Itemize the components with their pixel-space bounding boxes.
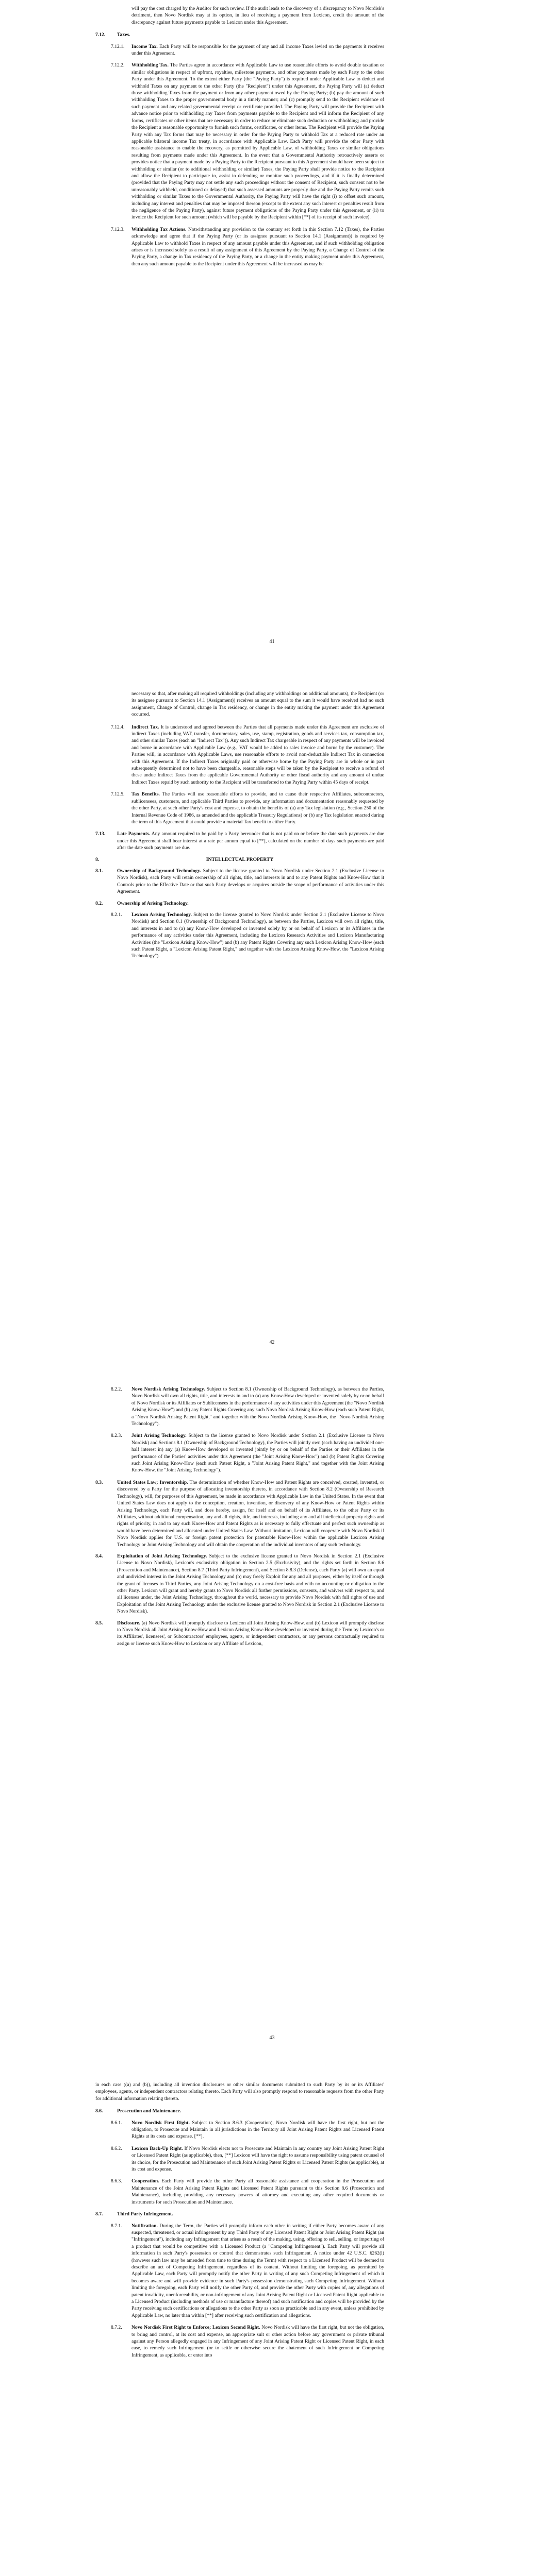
section-text: (a) Novo Nordisk will promptly disclose to Lexicon all Joint Arising Know-How, and (b) Lexicon will promptly disclose to Novo Nordisk all Joint Arising Know-How and Lexicon Arising Know-How developed or invented during the Term by Lexicon's or its Affiliates', licensees', or Subcontractors' employees, agents, or independent contractors, or any persons contractually required to assign or license such Know-How to Lexicon or any Affiliate of Lexicon, <box>117 1620 384 1647</box>
section-number: 7.12. <box>95 32 106 38</box>
section-title: Prosecution and Maintenance. <box>117 2108 182 2114</box>
section-title: Exploitation of Joint Arising Technology. <box>117 1553 207 1559</box>
section-title: Joint Arising Technology. <box>131 1433 187 1439</box>
section-8-7-2 <box>95 2324 384 2359</box>
section-number: 7.12.4. <box>111 724 125 730</box>
section-text: It is understood and agreed between the Parties that all payments made under this Agreement are exclusive of indirect Taxes (including VAT, transfer, documentary, sales, use, stamp, registration, goods and services tax, consumption tax, and other similar Taxes (each an "Indirect Tax")). Any such Indirect Tax chargeable in respect of any payments will be invoiced and borne in accordance with Applicable Law (e.g., VAT would be added to sales invoice and borne by the customer). The Parties will, in accordance with Applicable Laws, use reasonable efforts to avoid non-deductible Indirect Tax in connection with this Agreement. If the Indirect Taxes originally paid or otherwise borne by the Paying Party are in whole or in part subsequently determined not to have been chargeable, reasonable steps will be taken by the Recipient to receive a refund of these undue Indirect Taxes from the applicable Governmental Authority or other fiscal authority and any amount of undue Indirect Taxes repaid by such authority to the Recipient will be transferred to the Paying Party within 45 days of receipt. <box>131 724 384 785</box>
section-title: Indirect Tax. <box>131 724 159 730</box>
section-title: Income Tax. <box>131 43 158 49</box>
section-text: Notwithstanding any provision to the contrary set forth in this Section 7.12 (Taxes), the Parties acknowledge and agree that if the Paying Party (or its assignee pursuant to Section 14.1 (Assignment)) is required by Applicable Law to withhold Taxes in respect of any amount payable under this Agreement, and if such withholding obligation arises or is increased solely as a result of any assignment of this Agreement by the Paying Party, a Change of Control of the Paying Party, a change in Tax residency of the Paying Party, or a change in the entity making payment under this Agreement, then any such amount payable to the Recipient under this Agreement will be increased as may be <box>131 226 384 267</box>
section-8-2-3 <box>95 1432 384 1473</box>
section-number: 7.12.1. <box>111 43 125 49</box>
section-8-6-3 <box>95 2178 384 2206</box>
section-text: If Novo Nordisk elects not to Prosecute and Maintain in any country any Joint Arising Patent Right or Licensed Patent Right (as applicable), then, [**] Lexicon will have the right to assume responsibility using patent counsel of its choice, for the Prosecution and Maintenance of such Joint Arising Patent Rights or Licensed Patent Rights (as applicable), at its cost and expense. <box>131 2145 384 2173</box>
section-number: 8.6.2. <box>111 2145 122 2151</box>
section-text: Subject to Section 8.6.3 (Cooperation), Novo Nordisk will have the first right, but not the obligation, to Prosecute and Maintain in all jurisdictions in the Territory all Joint Arising Patent Rights and Licensed Patent Rights at its costs and expense. [**]. <box>131 2120 384 2140</box>
section-text: The determination of whether Know-How and Patent Rights are conceived, created, invented, or discovered by a Party for the purpose of allocating inventorship thereto, in accordance with Section 8.2 (Ownership of Research Technology), will, for purposes of this Agreement, be made in accordance with Applicable Law in the United States. In the event that United States Law does not apply to the conception, creation, invention, or discovery of any Know-How or Patent Rights within Arising Technology, each Party will, and does hereby, assign, for itself and on behalf of its Affiliates, to the other Party or its Affiliates, without additional compensation, any and all rights, title, and interests, including any and all intellectual property rights and rights of priority, in and to any such Know-How and Patent Rights as is necessary to fully effectuate and perfect such ownership as would have been determined and allocated under United States Law. Without limitation, Lexicon will cooperate with Novo Nordisk if Novo Nordisk applies for U.S. or foreign patent protection for patentable Know-How within the applicable Lexicon Arising Technology or Joint Arising Technology and will obtain the cooperation of the individual inventors of any such technology. <box>117 1479 384 1548</box>
section-number: 7.12.5. <box>111 791 125 798</box>
section-title: Disclosure. <box>117 1620 140 1626</box>
section-title: Third Party Infringement. <box>117 2211 173 2217</box>
section-number: 8.1. <box>95 868 103 874</box>
section-8-2 <box>95 900 384 907</box>
section-8-7-1 <box>95 2223 384 2319</box>
section-number: 8.6.3. <box>111 2178 122 2184</box>
section-text: Each Party will be responsible for the payment of any and all income Taxes levied on the payments it receives under this Agreement. <box>131 43 385 57</box>
paragraph: in each case ((a) and (b)), including all invention disclosures or other similar documents submitted to such Party by its or its Affiliates' employees, agents, or independent contractors relating thereto. Each Party will also promptly respond to reasonable requests from the other Party for additional information relating thereto. <box>95 2082 384 2102</box>
section-7-12-5 <box>95 791 384 825</box>
section-number: 8.5. <box>95 1620 103 1626</box>
section-title: United States Law; Inventorship. <box>117 1479 188 1485</box>
page-number: 42 <box>269 1340 275 1345</box>
section-title: Notification. <box>131 2223 158 2229</box>
section-title: Tax Benefits. <box>131 791 160 798</box>
section-number: 8.7.1. <box>111 2223 122 2229</box>
section-number: 8.6. <box>95 2108 103 2114</box>
section-title: Novo Nordisk Arising Technology. <box>131 1386 205 1392</box>
section-text: The Parties will use reasonable efforts to provide, and to cause their respective Affiliates, subcontractors, sublicensees, customers, and applicable Third Parties to provide, any information and documentation reasonably requested by the other Party, at such other Party's cost and expense, to obtain the benefits of (a) any Tax legislation (e.g., Section 250 of the Internal Revenue Code of 1986, as amended and the applicable Treasury Regulations) or (b) any Tax legislation enacted during the term of this Agreement that could provide a material Tax benefit to either Party. <box>131 791 385 825</box>
section-title: Taxes. <box>117 32 130 38</box>
section-8-4 <box>95 1553 384 1615</box>
section-text: Any amount required to be paid by a Party hereunder that is not paid on or before the date such payments are due under this Agreement shall bear interest at a rate per annum equal to [**], calculated on the number of days such payments are paid after the date such payments are due. <box>117 831 384 851</box>
section-title: Withholding Tax Actions. <box>131 226 187 232</box>
page-41-text <box>95 5 384 273</box>
section-text: Novo Nordisk will have the first right, but not the obligation, to bring and control, at its cost and expense, an appropriate suit or other action before any government or private tribunal against any Person allegedly engaged in any Infringement of any Joint Arising Patent Right or Licensed Patent Right, in each case, to remedy such Infringement (or to settle or otherwise secure the abatement of such Infringement or Competing Infringement, as applicable, or enter into <box>131 2325 385 2358</box>
section-title: Lexicon Back-Up Right. <box>131 2145 183 2151</box>
section-title: Cooperation. <box>131 2178 159 2184</box>
section-7-12-1 <box>95 43 384 57</box>
section-number: 8.2.2. <box>111 1386 122 1392</box>
section-number: 8.6.1. <box>111 2120 122 2126</box>
section-number: 8.4. <box>95 1553 103 1559</box>
page-44-text <box>95 2081 384 2364</box>
page-number: 41 <box>269 639 275 645</box>
section-8-5 <box>95 1620 384 1648</box>
section-text: Subject to Section 8.1 (Ownership of Background Technology), as between the Parties, Novo Nordisk will own all rights, title, and interests in and to (a) any Know-How developed or invented solely by or on behalf of Novo Nordisk or its Affiliates or Sublicensees in the performance of any activities under this Agreement (the "Novo Nordisk Arising Know-How") and (b) any Patent Rights Covering any such Novo Nordisk Arising Know-How (each such Patent Right, a "Novo Nordisk Arising Patent Right," and together with the Novo Nordisk Arising Know-How, the "Novo Nordisk Arising Technology"). <box>131 1386 384 1427</box>
section-title: Ownership of Background Technology. <box>117 868 201 874</box>
section-8-2-2 <box>95 1386 384 1427</box>
section-8-2-1 <box>95 911 384 960</box>
section-number: 7.12.2. <box>111 62 125 69</box>
paragraph: necessary so that, after making all required withholdings (including any withholdings on additional amounts), the Recipient (or its assignee pursuant to Section 14.1 (Assignment)) receives an amount equal to the sum it would have received had no such assignment, Change of Control, change in Tax residency, or change in the entity making the payment under this Agreement occurred. <box>131 691 384 718</box>
section-title: Novo Nordisk First Right. <box>131 2120 190 2126</box>
section-number: 8.7.2. <box>111 2325 122 2331</box>
section-number: 7.13. <box>95 831 106 837</box>
section-7-12-3 <box>95 226 384 267</box>
section-number: 8.7. <box>95 2211 103 2217</box>
section-text: Subject to the license granted to Novo Nordisk under Section 2.1 (Exclusive License to Novo Nordisk) and Section 8.1 (Ownership of Background Technology), as between the Parties, Lexicon will own all rights, title, and interests in and to (a) any Know-How developed or invented solely by or on behalf of Lexicon or its Affiliates in the performance of any activities under this Agreement, including the Lexicon Research Activities and Lexicon Manufacturing Activities (the "Lexicon Arising Know-How") and (b) any Patent Rights Covering any such Lexicon Arising Know-How (each such Patent Right, a "Lexicon Arising Patent Right," and together with the Lexicon Arising Know-How, the "Lexicon Arising Technology"). <box>131 911 384 959</box>
section-8-6-1 <box>95 2120 384 2140</box>
page-43-text <box>95 1386 384 1652</box>
section-8-1 <box>95 868 384 895</box>
section-text: Subject to the exclusive license granted to Novo Nordisk in Section 2.1 (Exclusive License to Novo Nordisk), Lexicon's exclusivity obligation in Section 2.5 (Exclusivity), and the rights set forth in Section 8.6 (Prosecution and Maintenance), Section 8.7 (Third Party Infringement), and Section 8.8.3 (Defense), each Party (a) will own an equal and undivided interest in the Joint Arising Technology and (b) may freely Exploit for any and all purposes, either by itself or through the grant of licenses to Third Parties, any Joint Arising Technology on a cost-free basis and with no accounting or obligation to the other Party. Lexicon will grant and hereby grants to Novo Nordisk all further permissions, consents, and waivers with respect to, and all licenses under, the Joint Arising Technology, throughout the world, necessary to provide Novo Nordisk with full rights of use and Exploitation of the Joint Arising Technology under the exclusive license granted to Novo Nordisk in Section 2.1 (Exclusive License to Novo Nordisk). <box>117 1553 384 1615</box>
section-7-13 <box>95 831 384 851</box>
section-8-6 <box>95 2108 384 2114</box>
section-text: Subject to the license granted to Novo Nordisk under Section 2.1 (Exclusive License to Novo Nordisk), each Party will retain ownership of all rights, title, and interests in and to any Patent Rights and Know-How that it Controls prior to the Effective Date or that such Party develops or acquires outside the scope of performance of activities under this Agreement. <box>117 868 384 895</box>
section-number: 8. <box>95 856 100 862</box>
section-title: Lexicon Arising Technology. <box>131 911 192 918</box>
section-title: Novo Nordisk First Right to Enforce; Lexicon Second Right. <box>131 2325 260 2331</box>
section-text: Subject to the license granted to Novo Nordisk under Section 2.1 (Exclusive License to Novo Nordisk) and Sections 8.1 (Ownership of Background Technology), the Parties will jointly own (each having an undivided one-half interest in) any (a) Know-How developed or invented jointly by or on behalf of the Parties or their Affiliates in the performance of the Parties' activities under this Agreement (the "Joint Arising Know-How") and (b) Patent Rights Covering such Joint Arising Know-How (each such Patent Right, a "Joint Arising Patent Right," and together with the Joint Arising Know-How, the "Joint Arising Technology"). <box>131 1433 384 1473</box>
section-text: Each Party will provide the other Party all reasonable assistance and cooperation in the Prosecution and Maintenance of the Joint Arising Patent Rights and Licensed Patent Rights pursuant to this Section 8.6 (Prosecution and Maintenance), including providing any necessary powers of attorney and executing any other required documents or instruments for such Prosecution and Maintenance. <box>131 2178 384 2205</box>
page-number: 43 <box>269 2035 275 2041</box>
section-text: During the Term, the Parties will promptly inform each other in writing if either Party becomes aware of any suspected, threatened, or actual infringement by any Third Party of any Licensed Patent Right or Joint Arising Patent Right (an "Infringement"), including any Infringement that arises as a result of the making, using, offering to sell, selling, or importing of a product that would be competitive with a Licensed Product (a "Competing Infringement"). Each Party will provide all information in such Party's possession or control that demonstrates such Infringement. A notice under 42 U.S.C. §262(l) (however such law may be amended from time to time during the Term) with respect to a Licensed Product will be deemed to describe an act of Competing Infringement, regardless of its content. Without limiting the foregoing, as permitted by Applicable Law, each Party will promptly notify the other Party in writing of any such Competing Infringement of which it becomes aware and will provide evidence in such Party's possession demonstrating such Competing Infringement. Without limiting the foregoing, each Party will notify the other Party of, and provide the other Party with copies of, any allegations of patent invalidity, unenforceability, or non-infringement of any Joint Arising Patent Right or Licensed Patent Right applicable to a Licensed Product (including methods of use or manufacture thereof) and such notification and copies will be provided by the Party receiving such certifications or allegations to the other Party as soon as practicable and in any event, unless prohibited by Applicable Law, no later than within [**] after receiving such certification and allegations. <box>131 2223 384 2318</box>
section-number: 8.2.1. <box>111 911 122 918</box>
section-number: 8.3. <box>95 1479 103 1485</box>
page-42-text <box>95 690 384 965</box>
section-7-12-4 <box>95 724 384 786</box>
section-8-3 <box>95 1479 384 1548</box>
section-text: The Parties agree in accordance with Applicable Law to use reasonable efforts to avoid double taxation or similar obligations in respect of upfront, royalties, milestone payments, and other payments made by each Party to the other Party under this Agreement. To the extent either Party (the "Paying Party") is required under Applicable Law to deduct and withhold Taxes on any payment to the other Party (the "Recipient") under this Agreement, the Paying Party will (a) deduct those withholding Taxes from the payment or from any other payment owed by the Paying Party; (b) pay the amount of such withholding Taxes to the proper governmental body in a timely manner; and (c) promptly send to the Recipient evidence of such payment and any related governmental receipt or certificate provided. The Paying Party will provide the Recipient with advance notice prior to withholding any Taxes from payments payable to the Recipient and will inform the Recipient of any forms, certificates or other items that are necessary in order to reduce or eliminate such deduction or withholding; and provide the Recipient a reasonable opportunity to furnish such forms, certificates, or other items. The Recipient will provide the Paying Party with any Tax forms that may be necessary in order for the Paying Party to withhold Tax at a reduced rate under an applicable bilateral income Tax treaty, in accordance with Applicable Law. Each Party will provide the other Party with reasonable assistance to enable the recovery, as permitted by Applicable Law, of withholding Taxes or similar obligations resulting from payments made under this Agreement. In the event that a Governmental Authority retroactively asserts or provides notice that a payment made by a Paying Party to the Recipient pursuant to this Agreement should have been subject to withholding or similar (or to additional withholding or similar) Taxes, the Paying Party shall provide notice to the Recipient and allow the Recipient to participate in, assist in defending or monitor such proceedings, and if it is finally determined (provided that the Paying Party may not settle any such proceedings without the consent of Recipient, such consent not to be unreasonably withheld, conditioned or delayed) that such assessed amounts are properly due and the Paying Party remits such withholding or similar Taxes to the Governmental Authority, the Paying Party will have the right (i) to offset such amount, including any interest and penalties that may be imposed thereon (except to the extent any such interest or penalties result from the negligence of the Paying Party), against future payment obligations of the Paying Party under this Agreement, or (ii) to invoice the Recipient for such amount (which will be payable by the Recipient within [**] of its receipt of such invoice). <box>131 62 384 221</box>
section-title: INTELLECTUAL PROPERTY <box>206 856 274 862</box>
section-title: Late Payments. <box>117 831 151 837</box>
section-8-7 <box>95 2211 384 2217</box>
section-7-12-2 <box>95 62 384 221</box>
section-8 <box>95 856 384 863</box>
paragraph: will pay the cost charged by the Auditor for such review. If the audit leads to the discovery of a discrepancy to Novo Nordisk's detriment, then Novo Nordisk may at its option, in lieu of receiving a payment from Lexicon, credit the amount of the discrepancy against future payments payable to Lexicon under this Agreement. <box>131 6 384 25</box>
section-title: Ownership of Arising Technology. <box>117 900 189 906</box>
section-number: 7.12.3. <box>111 226 125 232</box>
section-number: 8.2.3. <box>111 1433 122 1439</box>
section-7-12 <box>95 31 384 38</box>
section-8-6-2 <box>95 2145 384 2173</box>
section-title: Withholding Tax. <box>131 62 169 69</box>
section-number: 8.2. <box>95 900 103 906</box>
